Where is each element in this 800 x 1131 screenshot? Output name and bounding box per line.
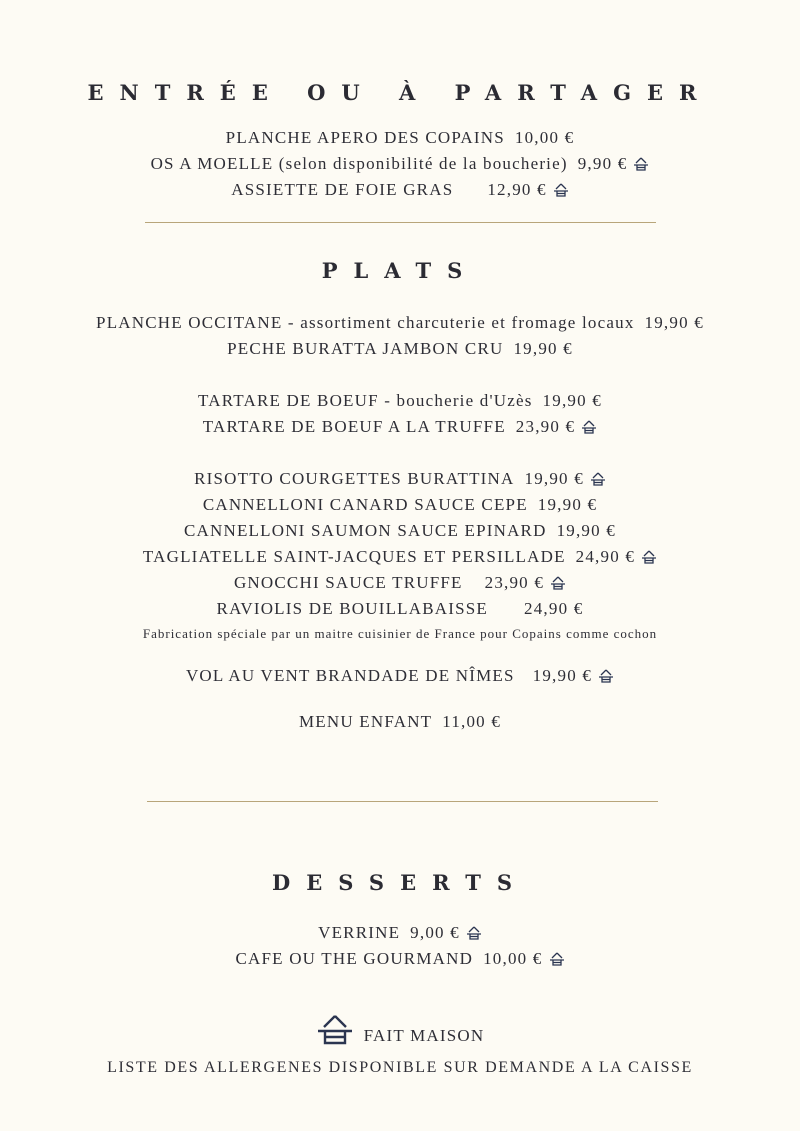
section-title-desserts: DESSERTS — [272, 870, 528, 895]
fait-maison-icon — [553, 182, 569, 197]
fait-maison-label: FAIT MAISON — [363, 1026, 485, 1045]
item-price: 19,90 € — [537, 495, 598, 514]
fait-maison-legend — [0, 1013, 800, 1050]
item-name: RAVIOLIS DE BOUILLABAISSE — [216, 599, 489, 618]
item-name: OS A MOELLE (selon disponibilité de la boucherie) — [150, 154, 568, 173]
menu-item — [0, 417, 800, 437]
menu-item — [0, 469, 800, 489]
item-price: 19,90 € — [524, 469, 584, 488]
menu-item — [0, 666, 800, 686]
item-price: 10,00 € — [483, 949, 543, 968]
menu-item — [0, 521, 800, 541]
item-name: TARTARE DE BOEUF A LA TRUFFE — [202, 417, 506, 436]
item-price: 10,00 € — [514, 128, 575, 147]
item-name: RISOTTO COURGETTES BURATTINA — [194, 469, 515, 488]
item-price: 24,90 € — [575, 547, 636, 566]
menu-item — [0, 339, 800, 359]
fait-maison-icon — [550, 575, 566, 590]
item-name: ASSIETTE DE FOIE GRAS — [231, 180, 454, 199]
item-price: 12,90 € — [487, 180, 547, 199]
menu-item — [0, 391, 800, 411]
divider — [145, 222, 656, 223]
item-price: 19,90 € — [556, 521, 616, 540]
menu-item — [0, 180, 800, 200]
item-name: VOL AU VENT BRANDADE DE NÎMES — [185, 666, 515, 685]
item-price: 23,90 € — [484, 573, 545, 592]
menu-item — [0, 313, 800, 333]
item-name: VERRINE — [318, 923, 401, 942]
fait-maison-icon — [641, 549, 657, 564]
menu-item — [0, 495, 800, 515]
item-price: 19,90 € — [532, 666, 593, 685]
menu-item — [0, 949, 800, 969]
item-name: PLANCHE APERO DES COPAINS — [225, 128, 505, 147]
item-name: MENU ENFANT — [298, 712, 433, 731]
divider — [147, 801, 658, 802]
item-name: CANNELLONI SAUMON SAUCE EPINARD — [184, 521, 547, 540]
item-price: 9,90 € — [577, 154, 628, 173]
menu-item — [0, 923, 800, 943]
item-price: 24,90 € — [524, 599, 584, 618]
fait-maison-icon — [316, 1013, 354, 1050]
item-price: 19,90 € — [542, 391, 602, 410]
item-price: 23,90 € — [515, 417, 576, 436]
section-title-plats: PLATS — [321, 258, 479, 283]
fait-maison-icon — [581, 419, 597, 434]
allergens-note: LISTE DES ALLERGENES DISPONIBLE SUR DEMANDE A LA CAISSE — [107, 1059, 693, 1076]
item-price: 11,00 € — [442, 712, 502, 731]
item-name: CAFE OU THE GOURMAND — [235, 949, 474, 968]
item-name: PLANCHE OCCITANE - assortiment charcuterie et fromage locaux — [96, 313, 635, 332]
menu-item — [0, 547, 800, 567]
section-title-entrees: ENTRÉE OU À PARTAGER — [87, 80, 713, 105]
item-price: 19,90 € — [513, 339, 573, 358]
item-name: TARTARE DE BOEUF - boucherie d'Uzès — [198, 391, 533, 410]
fait-maison-icon — [549, 951, 565, 966]
menu-item — [0, 128, 800, 148]
item-name: CANNELLONI CANARD SAUCE CEPE — [202, 495, 528, 514]
fabrication-note: Fabrication spéciale par un maitre cuisinier de France pour Copains comme cochon — [142, 626, 658, 641]
menu-item — [0, 154, 800, 174]
item-price: 19,90 € — [644, 313, 704, 332]
menu-item — [0, 573, 800, 593]
item-name: TAGLIATELLE SAINT-JACQUES ET PERSILLADE — [142, 547, 566, 566]
fait-maison-icon — [598, 668, 614, 683]
menu-item — [0, 712, 800, 732]
fait-maison-icon — [466, 925, 482, 940]
fait-maison-icon — [633, 156, 649, 171]
item-name: GNOCCHI SAUCE TRUFFE — [233, 573, 463, 592]
menu-item — [0, 599, 800, 619]
item-name: PECHE BURATTA JAMBON CRU — [227, 339, 504, 358]
item-price: 9,00 € — [410, 923, 460, 942]
fait-maison-icon — [590, 471, 606, 486]
